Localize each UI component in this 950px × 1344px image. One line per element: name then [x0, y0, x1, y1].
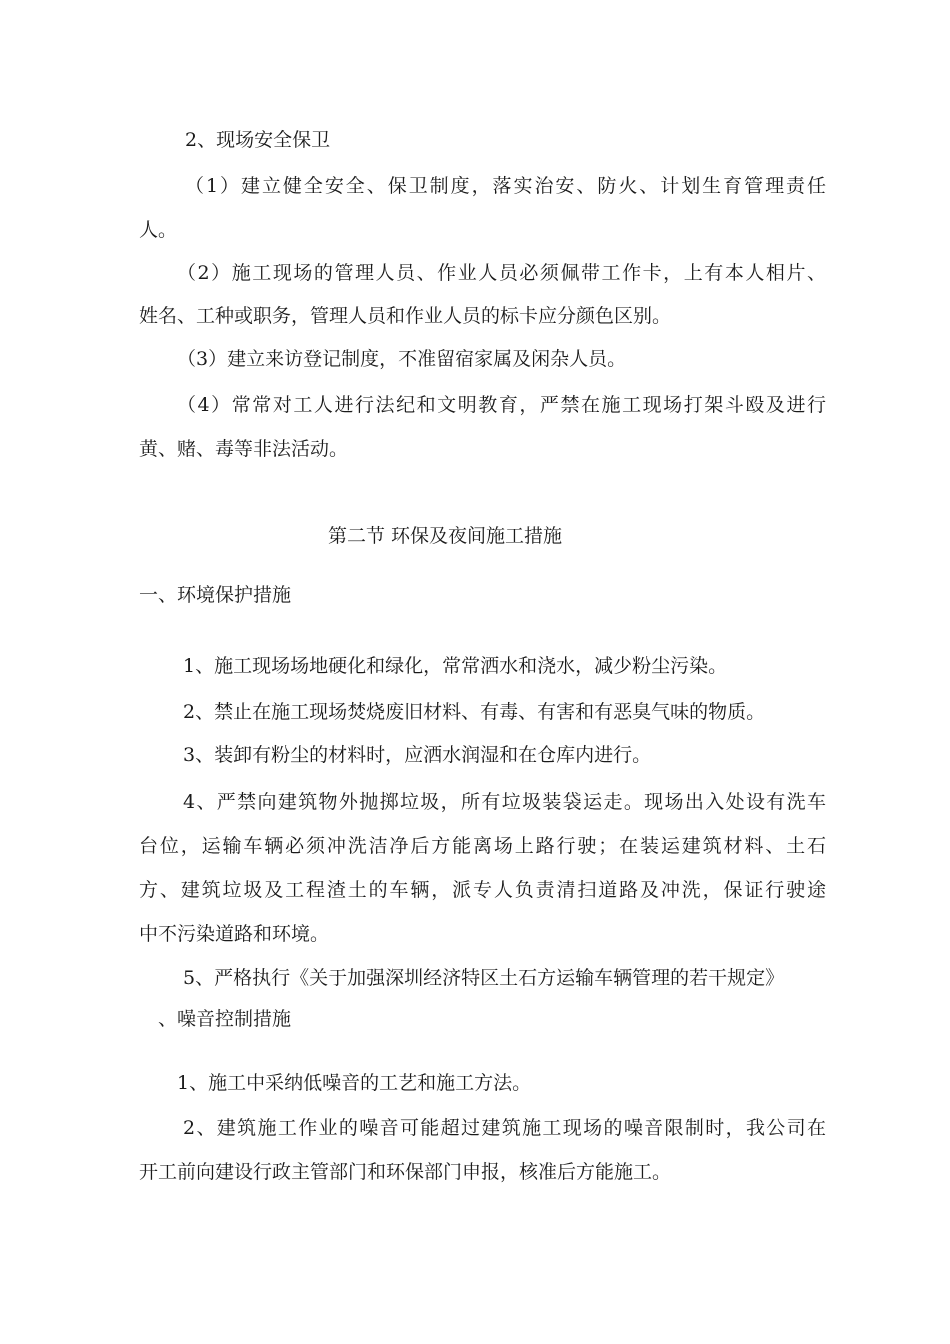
environment-item-4-line-1: 4、严禁向建筑物外抛掷垃圾，所有垃圾装袋运走。现场出入处设有洗车 — [183, 791, 826, 813]
environment-item-4-line-2: 台位，运输车辆必须冲洗洁净后方能离场上路行驶；在装运建筑材料、土石 — [139, 835, 826, 857]
noise-item-2-line-1: 2、建筑施工作业的噪音可能超过建筑施工现场的噪音限制时，我公司在 — [183, 1117, 826, 1139]
environment-item-4-line-3: 方、建筑垃圾及工程渣土的车辆，派专人负责清扫道路及冲洗，保证行驶途 — [139, 879, 826, 901]
security-item-4-line-1: （4）常常对工人进行法纪和文明教育，严禁在施工现场打架斗殴及进行 — [177, 394, 826, 416]
security-item-1-line-1: （1）建立健全安全、保卫制度，落实治安、防火、计划生育管理责任 — [185, 175, 826, 197]
security-item-1-line-2: 人。 — [139, 219, 178, 241]
security-item-3: （3）建立来访登记制度，不准留宿家属及闲杂人员。 — [177, 348, 627, 370]
security-item-2-line-2: 姓名、工种或职务，管理人员和作业人员的标卡应分颜色区别。 — [139, 305, 672, 327]
security-heading: 2、现场安全保卫 — [185, 129, 331, 151]
section-title: 第二节 环保及夜间施工措施 — [328, 525, 563, 547]
environment-item-5: 5、严格执行《关于加强深圳经济特区土石方运输车辆管理的若干规定》 — [183, 967, 785, 989]
environment-item-2: 2、禁止在施工现场焚烧废旧材料、有毒、有害和有恶臭气味的物质。 — [183, 701, 766, 723]
environment-item-3: 3、装卸有粉尘的材料时，应洒水润湿和在仓库内进行。 — [183, 744, 652, 766]
security-item-2-line-1: （2）施工现场的管理人员、作业人员必须佩带工作卡，上有本人相片、 — [177, 262, 826, 284]
environment-item-1: 1、施工现场场地硬化和绿化，常常洒水和浇水，减少粉尘污染。 — [183, 655, 728, 677]
security-item-4-line-2: 黄、赌、毒等非法活动。 — [139, 438, 349, 460]
environment-heading: 一、环境保护措施 — [139, 584, 292, 606]
environment-item-4-line-4: 中不污染道路和环境。 — [139, 923, 330, 945]
noise-item-2-line-2: 开工前向建设行政主管部门和环保部门申报，核准后方能施工。 — [139, 1161, 672, 1183]
noise-heading: 、噪音控制措施 — [158, 1008, 292, 1030]
noise-item-1: 1、施工中采纳低噪音的工艺和施工方法。 — [177, 1072, 532, 1094]
